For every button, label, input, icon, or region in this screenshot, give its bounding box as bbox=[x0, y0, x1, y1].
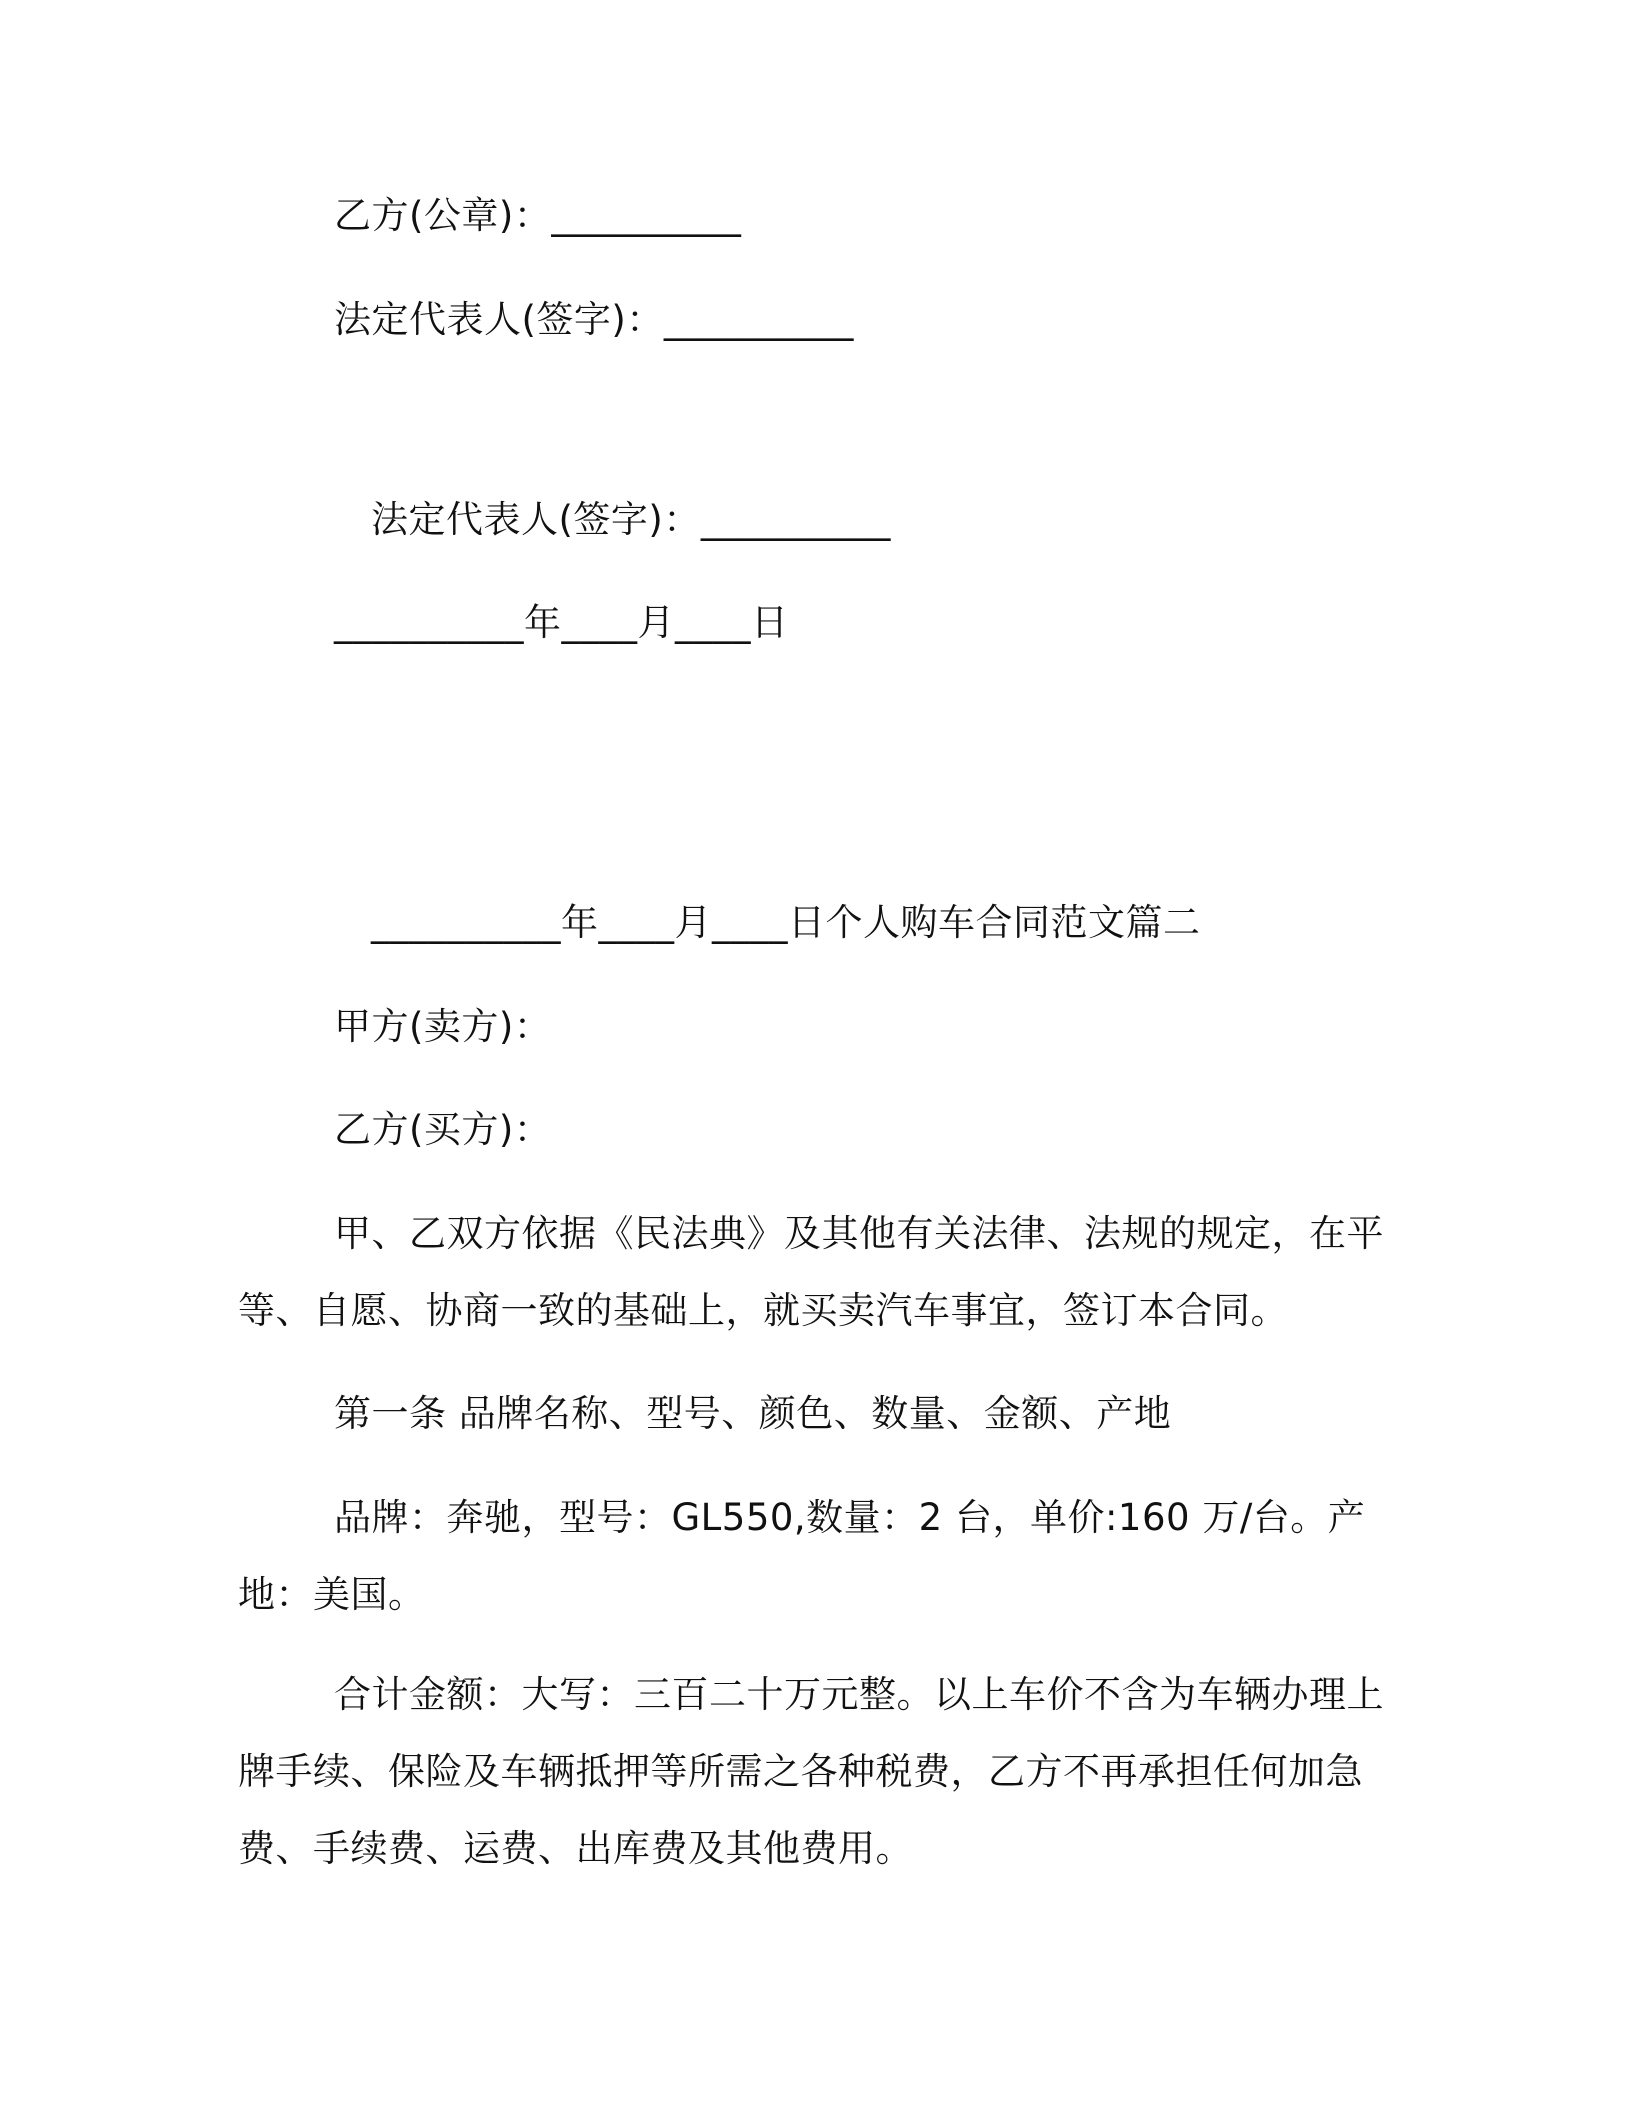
total-amount-paragraph: 合计金额：大写：三百二十万元整。以上车价不含为车辆办理上牌手续、保险及车辆抵押等所需之各种税费，乙方不再承担任何加急费、手续费、运费、出库费及其他费用。 bbox=[238, 1673, 1384, 1870]
product-details-paragraph: 品牌：奔驰，型号：GL550,数量：2 台，单价:160 万/台。产地：美国。 bbox=[238, 1496, 1366, 1616]
party-a-seller-line: 甲方(卖方)： bbox=[334, 1005, 552, 1048]
intro-paragraph: 甲、乙双方依据《民法典》及其他有关法律、法规的规定，在平等、自愿、协商一致的基础上，就买卖汽车事宜，签订本合同。 bbox=[238, 1212, 1384, 1332]
party-b-buyer-line: 乙方(买方)： bbox=[334, 1108, 552, 1151]
section-heading: __________年____月____日个人购车合同范文篇二 bbox=[371, 901, 1201, 944]
article-one-title: 第一条 品牌名称、型号、颜色、数量、金额、产地 bbox=[334, 1392, 1172, 1435]
party-b-seal-line: 乙方(公章)：__________ bbox=[334, 194, 742, 237]
legal-rep-signature-line: 法定代表人(签字)：__________ bbox=[371, 498, 891, 541]
legal-rep-signature-line: 法定代表人(签字)：__________ bbox=[334, 298, 854, 341]
date-line: __________年____月____日 bbox=[334, 601, 789, 644]
